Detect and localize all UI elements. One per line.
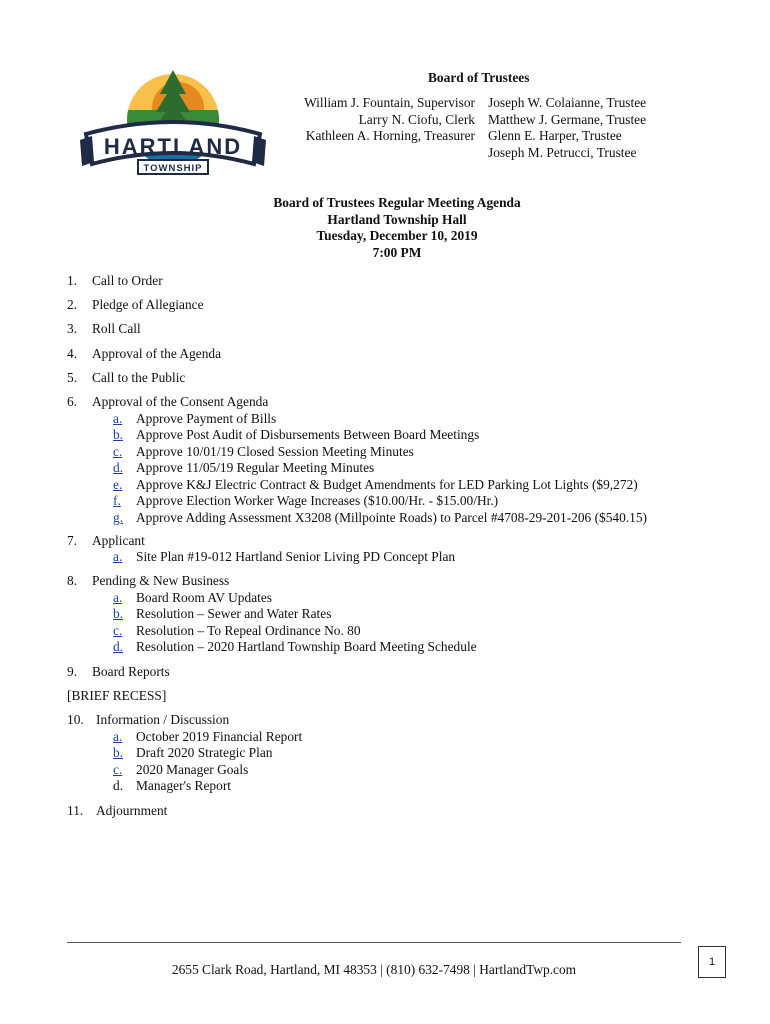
- svg-text:HARTLAND: HARTLAND: [103, 134, 243, 159]
- subitem-link[interactable]: b.: [113, 745, 124, 760]
- footer-contact: 2655 Clark Road, Hartland, MI 48353 | (810) 632-7498 | HartlandTwp.com: [171, 962, 577, 977]
- item-number: 5.: [67, 370, 78, 385]
- board-heading: Board of Trustees: [428, 70, 530, 85]
- meeting-time: 7:00 PM: [372, 244, 422, 260]
- item-number: 10.: [67, 712, 84, 727]
- hartland-township-logo: [78, 68, 268, 178]
- subitem-link[interactable]: a.: [113, 590, 123, 605]
- subitem-link[interactable]: c.: [113, 623, 123, 638]
- item-number: 8.: [67, 573, 78, 588]
- subitem-text: Board Room AV Updates: [136, 590, 273, 605]
- subitem-link[interactable]: c.: [113, 444, 123, 459]
- subitem-link[interactable]: b.: [113, 606, 124, 621]
- item-text: Approval of the Agenda: [92, 346, 222, 361]
- item-number: 1.: [67, 273, 78, 288]
- subitem-text: Resolution – To Repeal Ordinance No. 80: [136, 623, 361, 638]
- item-text: Information / Discussion: [96, 712, 230, 727]
- officer-treasurer: Kathleen A. Horning, Treasurer: [305, 128, 475, 143]
- subitem-text: Approve K&J Electric Contract & Budget Amendments for LED Parking Lot Lights ($9,272): [136, 477, 638, 492]
- subitem-text: Manager's Report: [136, 778, 232, 793]
- subitem-text: Approve 11/05/19 Regular Meeting Minutes: [136, 460, 375, 475]
- item-text: Call to the Public: [92, 370, 186, 385]
- subitem-text: Approve Election Worker Wage Increases ($10.00/Hr. - $15.00/Hr.): [136, 493, 499, 508]
- subitem-link[interactable]: a.: [113, 411, 123, 426]
- subitem-text: Approve Adding Assessment X3208 (Millpointe Roads) to Parcel #4708-29-201-206 ($540.15): [136, 510, 648, 525]
- item-text: Adjournment: [96, 803, 168, 818]
- brief-recess: [BRIEF RECESS]: [67, 688, 167, 703]
- item-text: Pledge of Allegiance: [92, 297, 204, 312]
- subitem-text: October 2019 Financial Report: [136, 729, 303, 744]
- meeting-location: Hartland Township Hall: [327, 211, 467, 227]
- subitem-text: 2020 Manager Goals: [136, 762, 249, 777]
- subitem-link[interactable]: d.: [113, 460, 124, 475]
- officers-list: [270, 95, 475, 145]
- subitem-text: Site Plan #19-012 Hartland Senior Living PD Concept Plan: [136, 549, 456, 564]
- page-number: 1: [698, 946, 726, 978]
- trustee-name: Matthew J. Germane, Trustee: [488, 111, 647, 127]
- meeting-date: Tuesday, December 10, 2019: [316, 228, 478, 243]
- subitem-text: Resolution – Sewer and Water Rates: [136, 606, 332, 621]
- subitem-link[interactable]: a.: [113, 729, 123, 744]
- item-text: Call to Order: [92, 273, 163, 288]
- officer-supervisor: William J. Fountain, Supervisor: [304, 95, 475, 110]
- item-text: Pending & New Business: [92, 573, 230, 588]
- subitem-link[interactable]: c.: [113, 762, 123, 777]
- item-number: 6.: [67, 394, 78, 409]
- subitem-text: Draft 2020 Strategic Plan: [136, 745, 273, 760]
- item-text: Board Reports: [92, 664, 170, 679]
- item-number: 3.: [67, 321, 78, 336]
- item-number: 4.: [67, 346, 78, 361]
- subitem-link[interactable]: b.: [113, 427, 124, 442]
- subitem-link[interactable]: d.: [113, 639, 124, 654]
- trustees-list: [488, 95, 646, 161]
- officer-clerk: Larry N. Ciofu, Clerk: [358, 111, 475, 127]
- footer-divider: [67, 942, 681, 943]
- subitem-link[interactable]: a.: [113, 549, 123, 564]
- svg-text:TOWNSHIP: TOWNSHIP: [143, 163, 203, 174]
- subitem-text: Approve Post Audit of Disbursements Between Board Meetings: [136, 427, 480, 442]
- trustee-name: Joseph M. Petrucci, Trustee: [488, 144, 637, 160]
- subitem-link[interactable]: e.: [113, 477, 123, 492]
- subitem-text: Approve 10/01/19 Closed Session Meeting Minutes: [136, 444, 414, 459]
- item-number: 2.: [67, 297, 78, 312]
- item-text: Approval of the Consent Agenda: [92, 394, 269, 409]
- meeting-title: Board of Trustees Regular Meeting Agenda: [273, 195, 521, 210]
- trustee-name: Joseph W. Colaianne, Trustee: [488, 95, 647, 110]
- subitem-link[interactable]: g.: [113, 510, 124, 525]
- item-number: 9.: [67, 664, 78, 679]
- item-number: 11.: [67, 803, 84, 818]
- subitem-text: Approve Payment of Bills: [136, 411, 277, 426]
- item-text: Roll Call: [92, 321, 141, 336]
- subitem-link[interactable]: f.: [113, 493, 121, 508]
- subitem-letter: d.: [113, 778, 124, 793]
- trustee-name: Glenn E. Harper, Trustee: [488, 128, 622, 143]
- meeting-info: [67, 195, 727, 261]
- subitem-text: Resolution – 2020 Hartland Township Board Meeting Schedule: [136, 639, 477, 654]
- item-number: 7.: [67, 533, 78, 548]
- item-text: Applicant: [92, 533, 145, 548]
